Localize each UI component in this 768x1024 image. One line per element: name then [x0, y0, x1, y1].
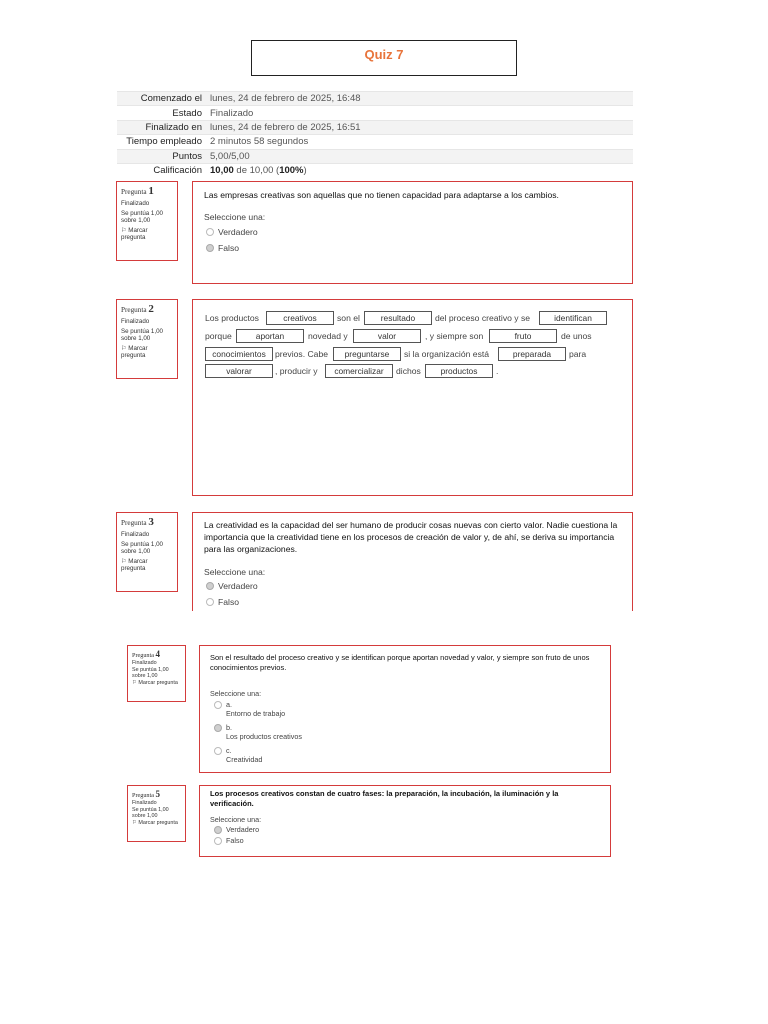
- q2-answer-5[interactable]: valor: [353, 329, 421, 343]
- radio-checked-icon: [214, 826, 222, 834]
- q1-option-true[interactable]: Verdadero: [206, 227, 258, 237]
- q4-option-a[interactable]: a. Entorno de trabajo: [214, 700, 285, 718]
- q2-answer-4[interactable]: aportan: [236, 329, 304, 343]
- question-clip-3: [192, 512, 633, 611]
- question-info-2: Pregunta 2 Finalizado Se puntúa 1,00 sobre 1,00 ⚐ Marcar pregunta: [116, 299, 178, 379]
- summary-row-time: Tiempo empleado 2 minutos 58 segundos: [117, 135, 633, 149]
- select-prompt-5: Seleccione una:: [210, 815, 262, 824]
- q4-option-b[interactable]: b. Los productos creativos: [214, 723, 302, 741]
- question-info-3: Pregunta 3 Finalizado Se puntúa 1,00 sobre 1,00 ⚐ Marcar pregunta: [116, 512, 178, 592]
- flag-question-link[interactable]: ⚐ Marcar pregunta: [121, 345, 148, 359]
- flag-question-link[interactable]: ⚐ Marcar pregunta: [132, 680, 178, 686]
- q5-option-false[interactable]: Falso: [214, 836, 244, 845]
- radio-checked-icon: [206, 244, 214, 252]
- summary-row-points: Puntos 5,00/5,00: [117, 149, 633, 163]
- question-info-4: Pregunta 4 Finalizado Se puntúa 1,00 sobre 1,00 ⚐ Marcar pregunta: [127, 645, 186, 702]
- q3-option-true[interactable]: Verdadero: [206, 581, 258, 591]
- summary-row-grade: Calificación 10,00 de 10,00 (100%): [117, 163, 633, 177]
- radio-icon: [214, 837, 222, 845]
- q4-option-c[interactable]: c. Creatividad: [214, 746, 262, 764]
- question-text-3: La creatividad es la capacidad del ser humano de producir cosas nuevas con cierto valor. Nadie cuestiona la importancia que la creatividad tiene en los procesos de creación de valor y, de ahí, se deriva su importancia para las organizaciones.: [204, 520, 618, 554]
- q2-answer-6[interactable]: fruto: [489, 329, 557, 343]
- flag-icon: ⚐: [121, 558, 127, 565]
- summary-row-started: Comenzado el lunes, 24 de febrero de 2025, 16:48: [117, 92, 633, 106]
- radio-icon: [214, 701, 222, 709]
- flag-icon: ⚐: [132, 680, 137, 686]
- q2-answer-9[interactable]: preparada: [498, 347, 566, 361]
- select-prompt-4: Seleccione una:: [210, 689, 262, 698]
- q5-option-true[interactable]: Verdadero: [214, 825, 259, 834]
- quiz-title-box: [251, 40, 517, 76]
- radio-icon: [206, 598, 214, 606]
- q2-answer-10[interactable]: valorar: [205, 364, 273, 378]
- summary-row-state: Estado Finalizado: [117, 106, 633, 120]
- q1-option-false[interactable]: Falso: [206, 243, 239, 253]
- question-text-4: Son el resultado del proceso creativo y se identifican porque aportan novedad y valor, y siempre son fruto de unos conocimientos previos.: [210, 653, 590, 672]
- select-prompt-1: Seleccione una:: [204, 212, 266, 222]
- flag-question-link[interactable]: ⚐ Marcar pregunta: [121, 558, 148, 572]
- radio-icon: [206, 228, 214, 236]
- flag-question-link[interactable]: ⚐ Marcar pregunta: [121, 227, 148, 241]
- flag-icon: ⚐: [121, 345, 127, 352]
- question-info-1: Pregunta 1 Finalizado Se puntúa 1,00 sobre 1,00 ⚐ Marcar pregunta: [116, 181, 178, 261]
- question-text-5: Los procesos creativos constan de cuatro fases: la preparación, la incubación, la iluminación y la verificación.: [210, 789, 559, 808]
- quiz-title: Quiz 7: [364, 46, 404, 62]
- q2-answer-12[interactable]: productos: [425, 364, 493, 378]
- q2-answer-8[interactable]: preguntarse: [333, 347, 401, 361]
- radio-checked-icon: [214, 724, 222, 732]
- q2-answer-3[interactable]: identifican: [539, 311, 607, 325]
- flag-icon: ⚐: [132, 820, 137, 826]
- q2-answer-2[interactable]: resultado: [364, 311, 432, 325]
- q3-option-false[interactable]: Falso: [206, 597, 239, 607]
- q2-answer-1[interactable]: creativos: [266, 311, 334, 325]
- q2-answer-11[interactable]: comercializar: [325, 364, 393, 378]
- radio-checked-icon: [206, 582, 214, 590]
- q2-answer-7[interactable]: conocimientos: [205, 347, 273, 361]
- summary-row-finished: Finalizado en lunes, 24 de febrero de 2025, 16:51: [117, 120, 633, 134]
- question-text-1: Las empresas creativas son aquellas que no tienen capacidad para adaptarse a los cambios.: [204, 190, 559, 200]
- flag-icon: ⚐: [121, 227, 127, 234]
- attempt-summary-table: [117, 91, 633, 177]
- question-info-5: Pregunta 5 Finalizado Se puntúa 1,00 sobre 1,00 ⚐ Marcar pregunta: [127, 785, 186, 842]
- flag-question-link[interactable]: ⚐ Marcar pregunta: [132, 820, 178, 826]
- radio-icon: [214, 747, 222, 755]
- select-prompt-3: Seleccione una:: [204, 567, 266, 577]
